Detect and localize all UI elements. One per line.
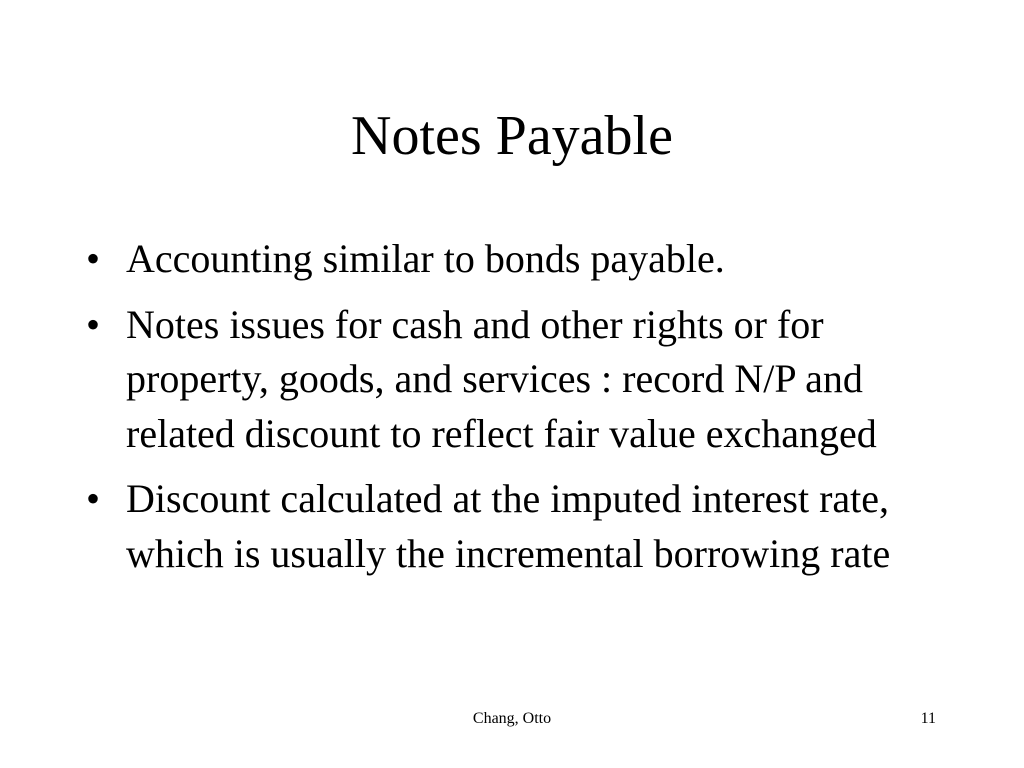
bullet-text: Notes issues for cash and other rights or for property, goods, and services : record N/P and related discount to reflect fair value exchanged (126, 301, 877, 456)
bullet-text: Accounting similar to bonds payable. (126, 236, 725, 281)
bullet-text: Discount calculated at the imputed interest rate, which is usually the incremental borrowing rate (126, 476, 891, 576)
bullet-item (82, 232, 952, 287)
bullet-item (82, 298, 952, 462)
bullet-icon: • (86, 301, 101, 347)
bullet-icon: • (86, 236, 101, 281)
bullet-list (82, 232, 952, 592)
page-number: 11 (920, 710, 936, 727)
footer-author: Chang, Otto (472, 710, 552, 727)
bullet-item (82, 472, 952, 581)
slide-title: Notes Payable (351, 105, 673, 167)
bullet-icon: • (86, 476, 101, 521)
